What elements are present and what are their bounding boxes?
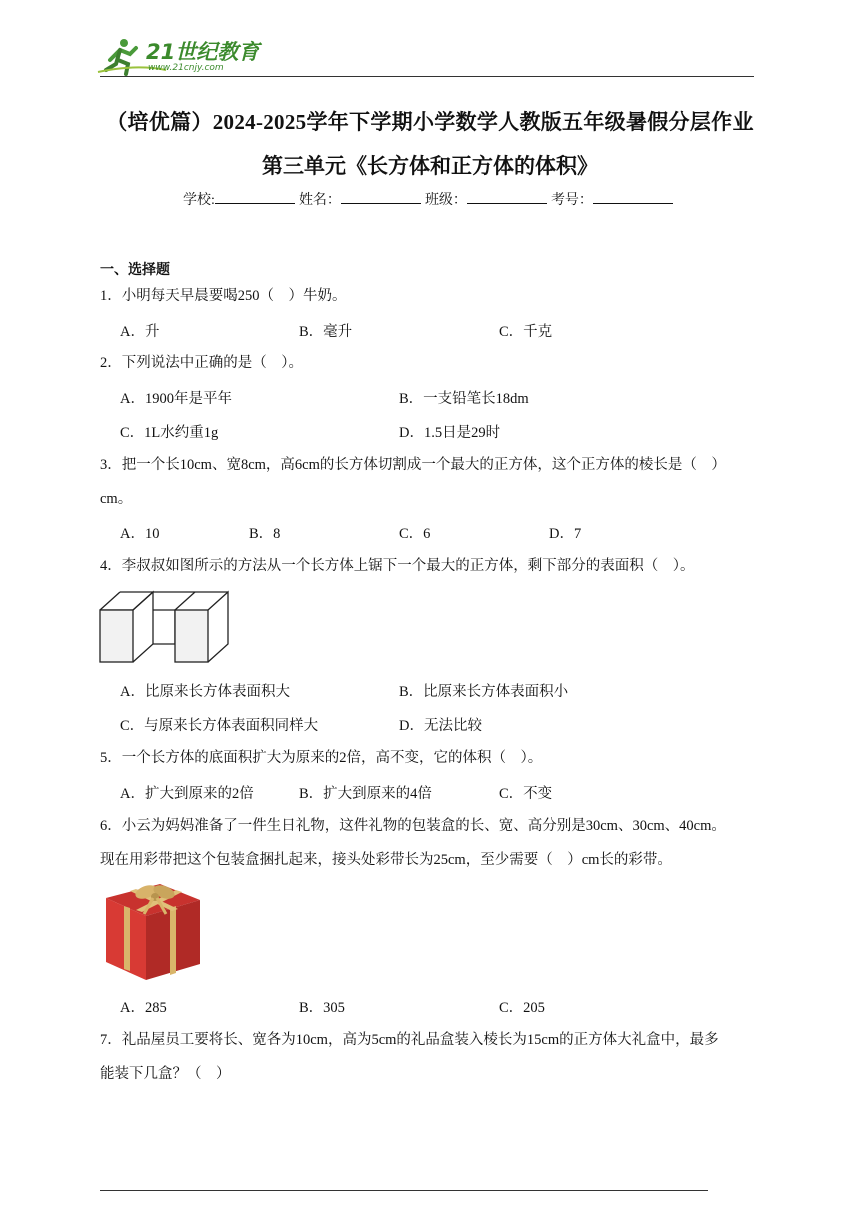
logo-text: 21世纪教育: [146, 40, 260, 64]
question-7-line-2: 能装下几盒？（ ）: [100, 1066, 231, 1082]
q3-option-c[interactable]: C．6: [399, 526, 431, 542]
cut-cuboid-figure: [98, 590, 230, 664]
q1-option-b[interactable]: B．毫升: [299, 324, 353, 340]
q4-option-c[interactable]: C．与原来长方体表面积同样大: [120, 718, 319, 734]
question-7-line-1: 7．礼品屋员工要将长、宽各为10cm，高为5cm的礼品盒装入棱长为15cm的正方体大礼盒中，最多: [100, 1032, 719, 1048]
q5-option-c[interactable]: C．不变: [499, 786, 553, 802]
question-6-line-1: 6．小云为妈妈准备了一件生日礼物，这件礼物的包装盒的长、宽、高分别是30cm、30cm、40cm。: [100, 818, 726, 834]
question-4: 4．李叔叔如图所示的方法从一个长方体上锯下一个最大的正方体，剩下部分的表面积（ ）。: [100, 558, 695, 574]
q1-option-c[interactable]: C．千克: [499, 324, 553, 340]
question-1: 1．小明每天早晨要喝250（ ）牛奶。: [100, 288, 347, 304]
q2-option-b[interactable]: B．一支铅笔长18dm: [399, 391, 529, 407]
class-label: 班级：: [424, 193, 467, 208]
section-heading: 一、选择题: [100, 263, 170, 278]
school-blank[interactable]: [215, 191, 295, 204]
question-2: 2．下列说法中正确的是（ ）。: [100, 355, 303, 371]
document-subtitle: 第三单元《长方体和正方体的体积》: [262, 154, 598, 178]
q6-option-a[interactable]: A．285: [120, 1000, 167, 1016]
site-logo: [96, 34, 266, 78]
q5-option-b[interactable]: B．扩大到原来的4倍: [299, 786, 432, 802]
q4-option-d[interactable]: D．无法比较: [399, 718, 482, 734]
q1-option-a[interactable]: A．升: [120, 324, 160, 340]
gift-box-image: [100, 878, 206, 984]
q6-option-c[interactable]: C．205: [499, 1000, 545, 1016]
name-label: 姓名：: [298, 193, 341, 208]
q3-option-d[interactable]: D．7: [549, 526, 582, 542]
q2-option-a[interactable]: A．1900年是平年: [120, 391, 232, 407]
q3-option-b[interactable]: B．8: [249, 526, 281, 542]
q3-option-a[interactable]: A．10: [120, 526, 160, 542]
question-5: 5．一个长方体的底面积扩大为原来的2倍，高不变，它的体积（ ）。: [100, 750, 543, 766]
q5-option-a[interactable]: A．扩大到原来的2倍: [120, 786, 254, 802]
question-3-line-2: cm。: [100, 491, 133, 507]
document-title: （培优篇）2024-2025学年下学期小学数学人教版五年级暑假分层作业: [106, 110, 754, 134]
header-divider: [100, 76, 754, 77]
footer-divider: [100, 1190, 708, 1191]
exam-no-label: 考号：: [550, 193, 593, 208]
q2-option-c[interactable]: C．1L水约重1g: [120, 425, 219, 441]
q2-option-d[interactable]: D．1.5日是29时: [399, 425, 501, 441]
student-info-line: [0, 189, 860, 209]
q4-option-a[interactable]: A．比原来长方体表面积大: [120, 684, 290, 700]
name-blank[interactable]: [341, 191, 421, 204]
class-blank[interactable]: [467, 191, 547, 204]
school-label: 学校:: [183, 193, 215, 208]
logo-url-text: www.21cnjy.com: [148, 63, 224, 73]
exam-no-blank[interactable]: [593, 191, 673, 204]
question-6-line-2: 现在用彩带把这个包装盒捆扎起来，接头处彩带长为25cm，至少需要（ ）cm长的彩带。: [100, 852, 672, 868]
q6-option-b[interactable]: B．305: [299, 1000, 345, 1016]
question-3-line-1: 3．把一个长10cm、宽8cm，高6cm的长方体切割成一个最大的正方体，这个正方体的棱长是（ ）: [100, 457, 726, 473]
q4-option-b[interactable]: B．比原来长方体表面积小: [399, 684, 569, 700]
